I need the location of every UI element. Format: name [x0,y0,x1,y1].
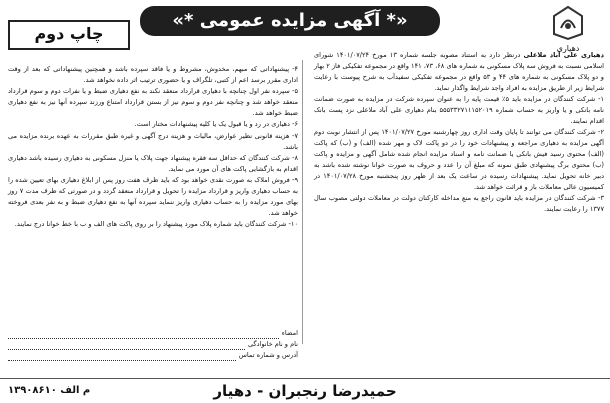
full-name-label: نام و نام خانوادگی [247,340,298,348]
intro-paragraph [314,50,604,94]
emblem-icon [548,4,588,42]
notice-code: م الف ۱۳۹۰۸۶۱۰ [8,385,91,396]
intro-lead: دهیاری علی آباد ملاعلی [523,51,604,59]
column-divider [302,60,303,344]
notice-footer [0,378,610,403]
full-name-field [8,339,298,350]
address-phone-field [8,350,298,361]
clause-7: ۷- هزینه قانونی نظیر عوارض، مالیات و هزینه درج آگهی و غیره طبق مقررات به عهده برنده مزایده می باشد. [8,131,298,151]
bidder-fields [8,328,298,361]
clause-4: ۴- پیشنهاداتی که مبهم، مخدوش، مشروط و یا فاقد سپرده باشد و همچنین پیشنهاداتی که بعد از وقت اداری مقرر برسد اعم از کتبی، تلگراف و یا حضوری ترتیب اثر داده نخواهد شد. [8,65,298,84]
clause-9: ۹- فروش املاک به صورت نقدی خواهد بود که باید ظرف هفت روز پس از ابلاغ دهیاری بهای تعیین شده را به حساب دهیاری واریز و قرارداد مزایده را تحویل و قرارداد منعقد گردد و در صورتی که ظرف مدت ۷ روز بهای مورد مزایده را به حساب دهیاری واریز ننماید سپرده آنها به نفع دهیاری ضبط و به نفر بعدی فروخته خواهد شد. [8,176,298,217]
clause-10: ۱۰- شرکت کنندگان باید شماره پلاک مورد پیشنهاد را بر روی پاکت های الف و ب با خط خوانا درج نمایند. [14,220,298,229]
clause-3: ۳- شرکت کنندگان در مزایده باید قانون راجع به منع مداخله کارکنان دولت در معاملات دولتی مصوب سال ۱۳۷۷ را رعایت نمایند. [314,193,604,213]
clause-6: ۶- دهیاری در رد و یا قبول یک یا کلیه پیشنهادات مختار است. [134,120,298,129]
clause-1: ۱- شرکت کنندگان در مزایده باید ۵٪ قیمت پایه را به عنوان سپرده شرکت در مزایده به صورت ضمانت نامه بانکی و یا واریز به حساب شماره ۵۵۵۳۳۲۷۱۱۱۵۲۰۱۹ بنام دهیاری علی آباد ملاعلی نزد پست بانک اقدام نمایند. [314,95,604,125]
signature-label: امضاء [281,329,298,337]
logo-caption: دهیاری [556,44,580,53]
dehyari-logo [542,4,594,54]
notice-header [0,0,610,53]
notice-title: «* آگهی مزایده عمومی *» [140,6,440,36]
left-column [8,64,298,230]
intro-text: درنظر دارد به استناد مصوبه جلسه شماره ۱۳ مورخ ۱۴۰۱/۰۷/۲۴ شورای اسلامی نسبت به فروش سه پلاک مسکونی به شماره های ۶۸، ۷۳، ۱۴۱ واقع در مجموعه تفکیکی فاز ۲ بهار و دو پلاک مسکونی به شماره های ۴۴ و ۵۳ واقع در مجموعه تفکیکی سفیدآب به شرح پیوست با رعایت شرایط زیر از طریق مزایده به افراد واجد شرایط واگذار نماید. [314,51,604,92]
clause-5: ۵- سپرده نفر اول چنانچه با دهیاری قرارداد منعقد نکند به نفع دهیاری ضبط و یا نفرات دوم و سوم قرارداد منعقد خواهد شد و چنانچه نفر دوم و سوم نیز از بستن قرارداد امتناع ورزند سپرده آنها نیز به نفع دهیاری ضبط خواهد شد. [8,87,298,118]
right-column [314,50,604,215]
clause-2: ۲- شرکت کنندگان می توانند تا پایان وقت اداری روز چهارشنبه مورخ ۱۴۰۱/۰۷/۲۷ پس از انتشار نوبت دوم آگهی مزایده به دهیاری مراجعه و پیشنهادات خود را در دو پاکت لاک و مهر شده (الف) و (ب) که پاکت (الف) محتوی رسید فیش بانکی یا ضمانت نامه و اسناد مزایده انجام شده شامل آگهی و مزایده و پاکت (ب) محتوی برگ پیشنهادی طبق نمونه که مبلغ آن را عدد و حروف به صورت خوانا نوشته شده باشد به دبیر خانه تحویل نماید. پیشنهادات رسیده در ساعت یک بعد از ظهر روز پنجشنبه مورخ ۱۴۰۱/۰۷/۲۸ در کمیسیون عالی معاملات باز و قرائت خواهد شد. [314,128,605,191]
clause-8: ۸- شرکت کنندگان که حداقل سه فقره پیشنهاد جهت پلاک یا منزل مسکونی به دهیاری رسیده باشد دهیاری اقدام به بازگشایی پاکت های آن مورد می نماید. [8,153,298,173]
signature-field [8,328,298,339]
print-stage-label: چاپ دوم [8,20,130,50]
address-phone-label: آدرس و شماره تماس [238,351,298,359]
signatory-name: حمیدرضا رنجبران - دهیار [213,382,397,400]
